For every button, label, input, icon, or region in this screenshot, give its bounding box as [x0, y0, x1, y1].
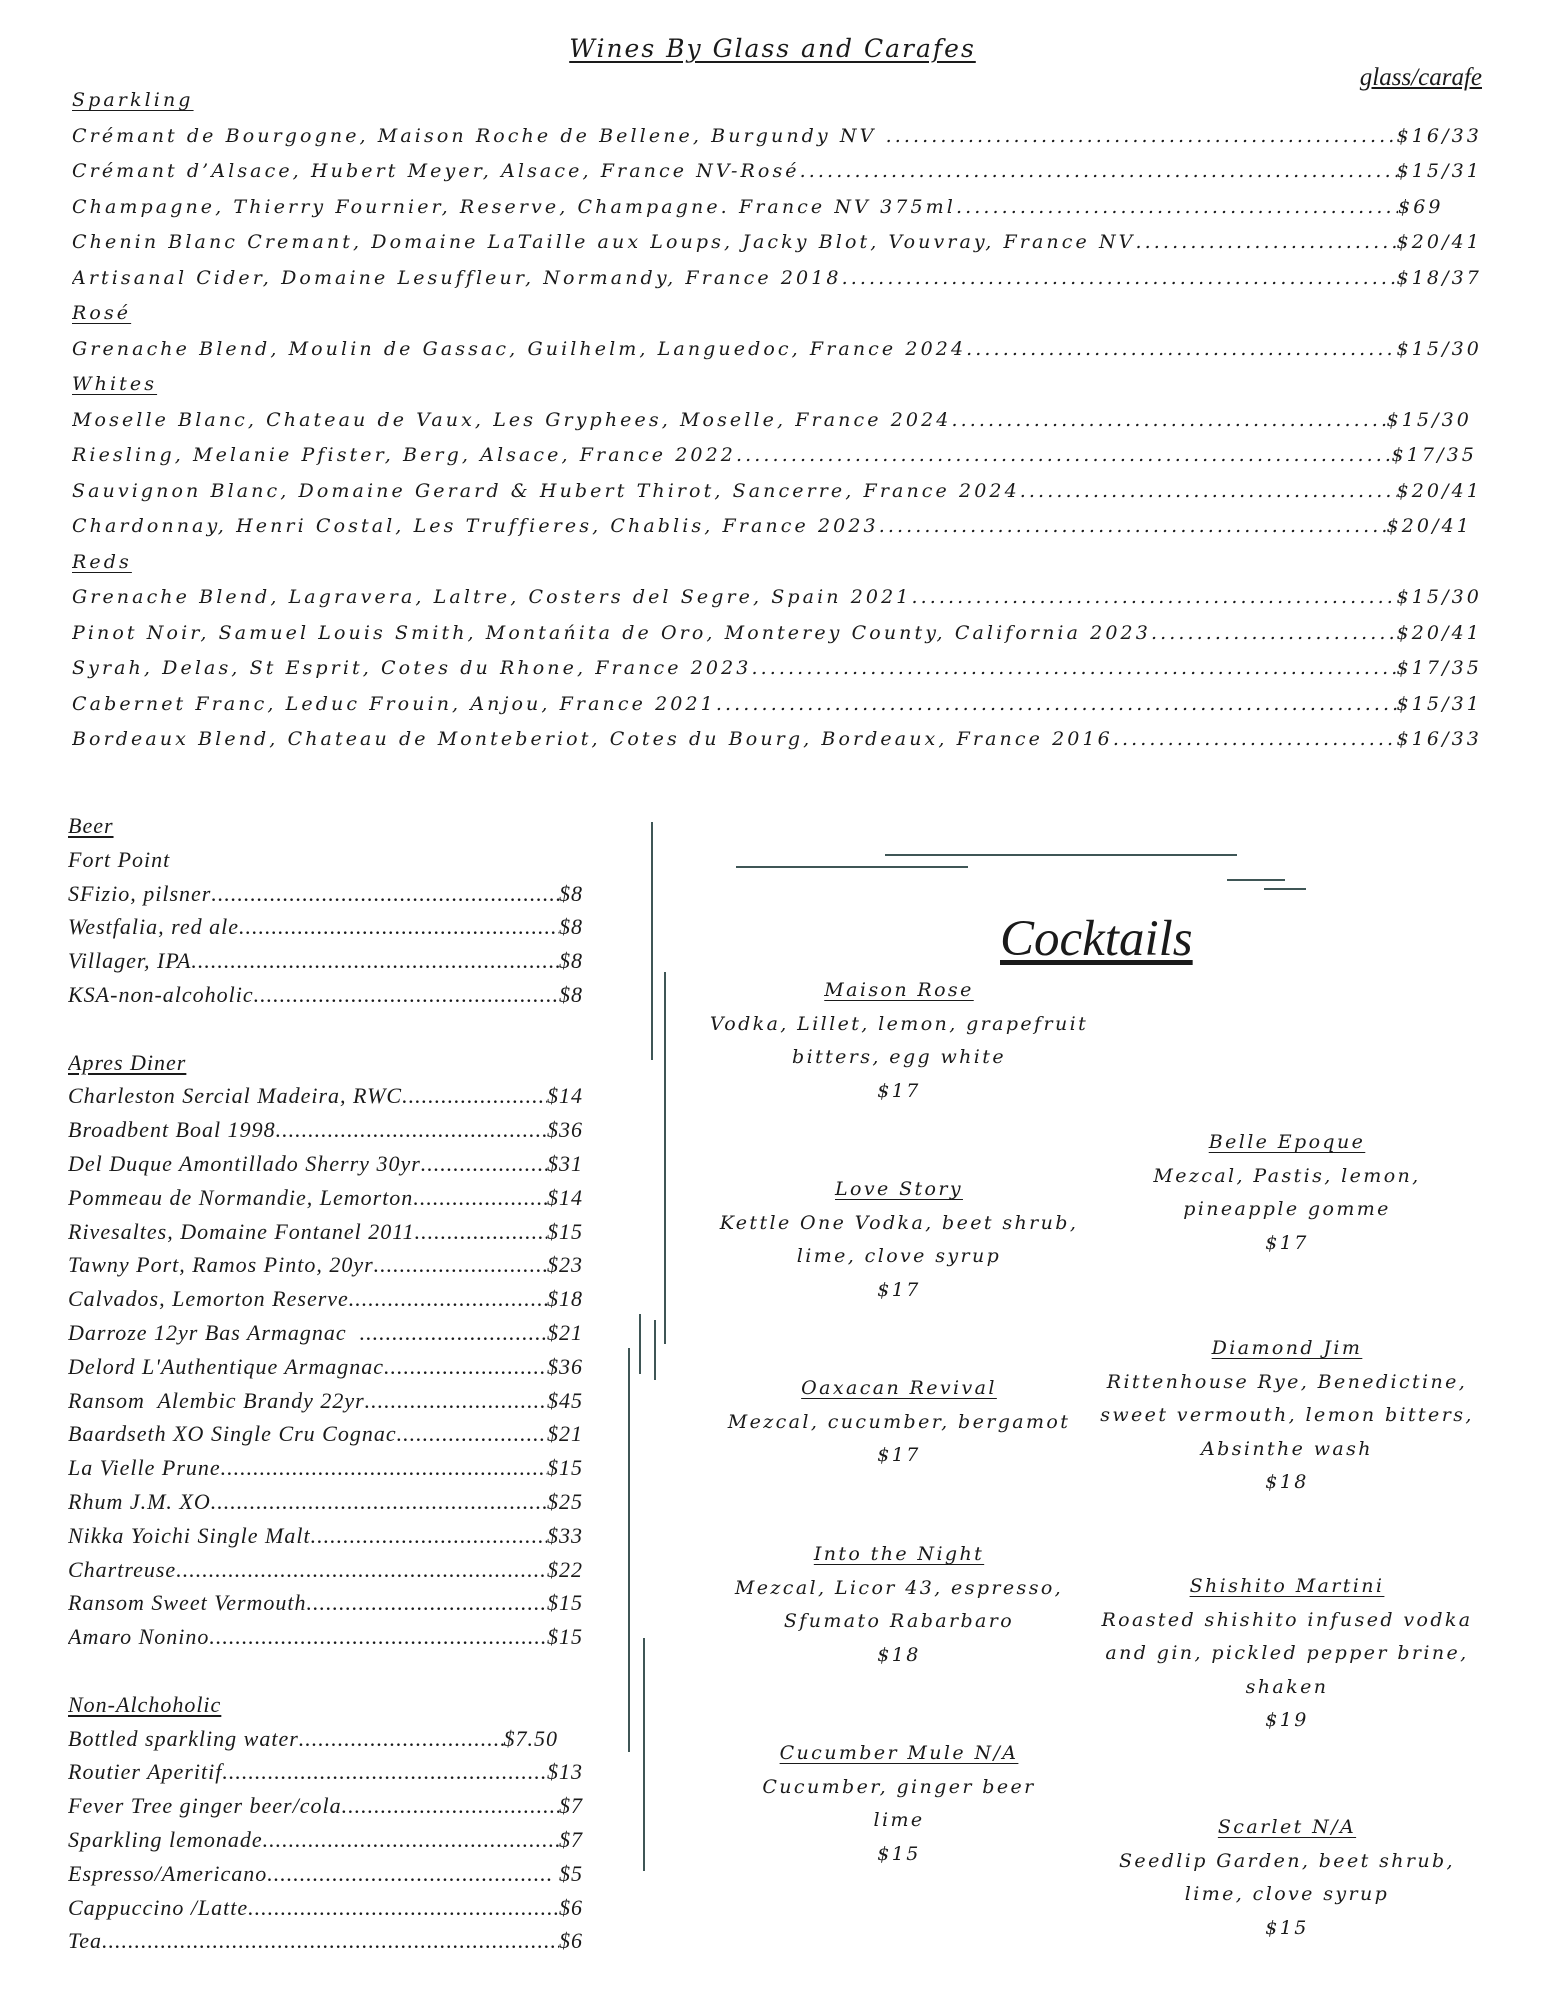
wine-name: Sauvignon Blanc, Domaine Gerard & Hubert Thirot, Sancerre, France 2024: [72, 479, 1020, 502]
section-apres-diner: Apres Diner: [68, 1049, 187, 1075]
leader-dots: [951, 403, 1386, 439]
wine-price: $69: [1398, 195, 1444, 218]
item-price: $21: [547, 1421, 583, 1447]
decorative-line: [885, 854, 1237, 856]
item-price: $31: [547, 1150, 583, 1176]
item-name: Pommeau de Normandie, Lemorton: [68, 1184, 414, 1210]
apres-item: [68, 1451, 583, 1485]
wine-name: Chardonnay, Henri Costal, Les Truffieres, Chablis, France 2023: [72, 515, 879, 537]
wine-price: $20/41: [1396, 479, 1482, 502]
section-non-alcoholic: Non-Alchoholic: [68, 1691, 222, 1717]
cocktail-price: $17: [877, 1079, 921, 1102]
item-name: Chartreuse: [68, 1556, 177, 1582]
beer-item: [68, 944, 583, 978]
wine-price: $20/41: [1396, 231, 1482, 253]
wine-name: Bordeaux Blend, Chateau de Monteberiot, Cotes du Bourg, Bordeaux, France 2016: [72, 728, 1113, 750]
cocktail-oaxacan-revival: [684, 1372, 1114, 1473]
cocktail-price: $19: [1265, 1709, 1309, 1731]
cocktail-name: Diamond Jim: [1211, 1337, 1363, 1359]
leader-dots: [263, 1823, 559, 1857]
wine-item: [72, 403, 1472, 439]
item-name: Del Duque Amontillado Sherry 30yr: [68, 1150, 421, 1176]
apres-item: [68, 1586, 583, 1620]
item-price: $36: [547, 1117, 583, 1143]
wine-item: [72, 474, 1482, 510]
wine-item: [72, 616, 1482, 652]
item-name: Fever Tree ginger beer/cola: [68, 1793, 342, 1819]
cocktail-name: Shishito Martini: [1189, 1575, 1385, 1597]
decorative-line: [1227, 879, 1285, 881]
item-name: Sparkling lemonade: [68, 1826, 263, 1852]
wine-name: Cabernet Franc, Leduc Frouin, Anjou, France 2021: [72, 692, 716, 715]
cocktail-price: $15: [1265, 1916, 1309, 1939]
apres-item: [68, 1181, 583, 1215]
leader-dots: [415, 1215, 547, 1249]
leader-dots: [311, 1519, 547, 1553]
apres-item: [68, 1417, 583, 1451]
cocktails-title: Cocktails: [1000, 911, 1193, 967]
cocktail-price: $15: [877, 1842, 921, 1865]
cocktail-love-story: [684, 1173, 1114, 1307]
section-sparkling: Sparkling: [72, 89, 194, 111]
wine-name: Syrah, Delas, St Esprit, Cotes du Rhone, France 2023: [72, 657, 752, 679]
cocktail-name: Belle Epoque: [1208, 1131, 1366, 1153]
item-price: $6: [559, 1894, 583, 1920]
apres-item: [68, 1215, 583, 1249]
cocktail-shishito-martini: [1082, 1570, 1492, 1738]
item-name: La Vielle Prune: [68, 1455, 221, 1481]
item-price: $22: [547, 1556, 583, 1582]
wine-item: [72, 225, 1482, 261]
item-name: Ransom Sweet Vermouth: [68, 1590, 307, 1616]
decorative-line: [643, 1638, 645, 1871]
leader-dots: [956, 190, 1398, 226]
leader-dots: [307, 1586, 547, 1620]
wine-price: $15/31: [1396, 160, 1482, 182]
leader-dots: [267, 1857, 552, 1891]
wine-price: $15/30: [1396, 337, 1482, 360]
cocktail-price: $17: [877, 1278, 921, 1301]
leader-dots: [222, 1755, 547, 1789]
non-alcoholic-item: [68, 1891, 583, 1925]
cocktail-ingredients: sweet vermouth, lemon bitters,: [1100, 1404, 1474, 1426]
cocktail-ingredients: Vodka, Lillet, lemon, grapefruit: [709, 1012, 1089, 1035]
decorative-line: [628, 1348, 630, 1752]
wine-name: Moselle Blanc, Chateau de Vaux, Les Gryphees, Moselle, France 2024: [72, 408, 952, 431]
apres-item: [68, 1553, 583, 1587]
cocktail-ingredients: bitters, egg white: [792, 1046, 1006, 1068]
item-price: $13: [547, 1759, 583, 1785]
item-price: $14: [547, 1184, 583, 1210]
decorative-line: [639, 1314, 641, 1374]
wine-item: [72, 154, 1482, 190]
apres-item: [68, 1113, 583, 1147]
wine-item: [72, 119, 1482, 155]
beer-item: [68, 877, 583, 911]
leader-dots: [421, 1147, 547, 1181]
cocktail-ingredients: Mezcal, cucumber, bergamot: [727, 1410, 1071, 1433]
leader-dots: [254, 978, 559, 1012]
leader-dots: [1187, 119, 1396, 155]
wine-item: [72, 651, 1482, 687]
wine-price: $17/35: [1391, 444, 1477, 466]
wine-name: Grenache Blend, Moulin de Gassac, Guilhelm, Languedoc, France 2024: [72, 337, 967, 360]
cocktail-into-the-night: [684, 1538, 1114, 1672]
cocktail-ingredients: Sfumato Rabarbaro: [783, 1610, 1015, 1632]
leader-dots: [879, 509, 1387, 545]
item-name: Tea: [68, 1928, 102, 1954]
wine-price: $18/37: [1396, 266, 1482, 289]
item-name: Broadbent Boal 1998: [68, 1117, 276, 1143]
decorative-line: [664, 972, 666, 1344]
leader-dots: [800, 154, 1397, 190]
item-name: Tawny Port, Ramos Pinto, 20yr: [68, 1252, 374, 1278]
leader-dots: [751, 651, 1396, 687]
item-price: $6: [559, 1928, 583, 1954]
leader-dots: [736, 438, 1392, 474]
cocktail-ingredients: Cucumber, ginger beer: [762, 1775, 1036, 1798]
wine-item: [72, 687, 1482, 723]
leader-dots: [1151, 616, 1397, 652]
wine-item: [72, 332, 1482, 368]
leader-dots: [384, 1350, 547, 1384]
item-name: Delord L'Authentique Armagnac: [68, 1353, 385, 1379]
section-whites: Whites: [72, 373, 158, 395]
non-alcoholic-item: [68, 1857, 583, 1891]
cocktail-ingredients: shaken: [1245, 1675, 1329, 1698]
wine-name: Crémant d’Alsace, Hubert Meyer, Alsace, France NV-Rosé: [72, 160, 800, 182]
leader-dots: [248, 1891, 559, 1925]
leader-dots: [209, 1620, 547, 1654]
cocktail-price: $17: [1265, 1231, 1309, 1254]
cocktail-ingredients: lime: [873, 1809, 925, 1831]
cocktail-name: Into the Night: [813, 1543, 985, 1565]
wine-name: Champagne, Thierry Fournier, Reserve, Champagne. France NV 375ml: [72, 195, 956, 218]
item-name: KSA-non-alcoholic: [68, 981, 254, 1007]
cocktail-ingredients: lime, clove syrup: [796, 1245, 1002, 1267]
wine-name: Crémant de Bourgogne, Maison Roche de Bellene, Burgundy NV .................................: [72, 124, 1188, 147]
wine-item: [72, 509, 1472, 545]
wine-name: Grenache Blend, Lagravera, Laltre, Costers del Segre, Spain 2021: [72, 586, 912, 608]
item-price: $36: [547, 1353, 583, 1379]
apres-item: [68, 1620, 583, 1654]
item-price: $15: [547, 1218, 583, 1244]
spacer: [68, 1012, 583, 1046]
item-name: Rivesaltes, Domaine Fontanel 2011: [68, 1218, 415, 1244]
item-price: $7: [559, 1793, 583, 1819]
item-price: $33: [547, 1522, 583, 1548]
leader-dots: [221, 1451, 547, 1485]
apres-item: [68, 1350, 583, 1384]
non-alcoholic-item: [68, 1722, 558, 1756]
non-alcoholic-item: [68, 1823, 583, 1857]
wine-price: $20/41: [1396, 621, 1482, 644]
item-name: Darroze 12yr Bas Armagnac: [68, 1319, 360, 1345]
item-price: $15: [547, 1590, 583, 1616]
wine-price: $16/33: [1396, 124, 1482, 147]
section-beer: Beer: [68, 813, 114, 838]
decorative-line: [654, 1320, 656, 1380]
section-rose: Rosé: [72, 302, 132, 324]
leader-dots: [1136, 225, 1397, 261]
leader-dots: [374, 1248, 547, 1282]
wine-item: [72, 580, 1482, 616]
cocktail-ingredients: Rittenhouse Rye, Benedictine,: [1106, 1370, 1468, 1393]
apres-item: [68, 1147, 583, 1181]
wine-name: Artisanal Cider, Domaine Lesuffleur, Normandy, France 2018: [72, 266, 842, 289]
cocktail-cucumber-mule: [684, 1737, 1114, 1871]
cocktail-ingredients: Mezcal, Pastis, lemon,: [1153, 1164, 1421, 1187]
wine-name: Chenin Blanc Cremant, Domaine LaTaille aux Loups, Jacky Blot, Vouvray, France NV: [72, 231, 1136, 253]
wine-price: $15/30: [1396, 586, 1482, 608]
section-reds: Reds: [72, 550, 132, 573]
non-alcoholic-item: [68, 1924, 583, 1958]
leader-dots: [397, 1417, 547, 1451]
decorative-line: [736, 866, 968, 868]
cocktail-ingredients: and gin, pickled pepper brine,: [1105, 1642, 1469, 1664]
cocktail-name: Oaxacan Revival: [801, 1377, 997, 1399]
leader-dots: [276, 1113, 547, 1147]
leader-dots: [966, 332, 1396, 368]
item-price: $15: [547, 1455, 583, 1481]
left-column: [68, 809, 583, 1958]
item-price: $7: [559, 1826, 583, 1852]
apres-item: [68, 1248, 583, 1282]
item-name: Westfalia, red ale: [68, 914, 239, 940]
leader-dots: [842, 261, 1397, 297]
leader-dots: [716, 687, 1397, 723]
cocktail-diamond-jim: [1082, 1332, 1492, 1500]
leader-dots: [191, 944, 559, 978]
cocktail-ingredients: Roasted shishito infused vodka: [1101, 1608, 1473, 1631]
item-price: $8: [559, 880, 583, 906]
leader-dots: [402, 1079, 547, 1113]
item-price: $8: [559, 914, 583, 940]
item-price: $23: [547, 1252, 583, 1278]
wine-name: Riesling, Melanie Pfister, Berg, Alsace, France 2022: [72, 444, 736, 466]
cocktail-ingredients: pineapple gomme: [1183, 1198, 1391, 1220]
cocktail-ingredients: Absinthe wash: [1201, 1437, 1373, 1460]
beer-item: [68, 910, 583, 944]
wine-item: [72, 190, 1482, 226]
leader-dots: [349, 1282, 547, 1316]
leader-dots: [342, 1789, 559, 1823]
leader-dots: [1113, 722, 1397, 758]
beer-item: [68, 978, 583, 1012]
leader-dots: [911, 580, 1396, 616]
item-price: $14: [547, 1083, 583, 1109]
item-name: Charleston Sercial Madeira, RWC: [68, 1083, 403, 1109]
cocktail-price: $18: [877, 1643, 921, 1666]
item-name: Bottled sparkling water: [68, 1725, 299, 1751]
apres-item: [68, 1485, 583, 1519]
cocktail-ingredients: Kettle One Vodka, beet shrub,: [719, 1211, 1079, 1234]
brewery-name: Fort Point: [68, 846, 171, 872]
cocktail-ingredients: Seedlip Garden, beet shrub,: [1119, 1849, 1455, 1872]
leader-dots: [360, 1316, 547, 1350]
item-name: Baardseth XO Single Cru Cognac: [68, 1421, 397, 1447]
cocktail-ingredients: Mezcal, Licor 43, espresso,: [734, 1576, 1064, 1599]
wine-item: [72, 722, 1482, 758]
item-name: Villager, IPA: [68, 948, 192, 974]
cocktail-scarlet: [1082, 1811, 1492, 1945]
cocktail-name: Maison Rose: [824, 979, 974, 1001]
wine-name: Pinot Noir, Samuel Louis Smith, Montańita de Oro, Monterey County, California 2023: [72, 621, 1151, 644]
cocktail-name: Scarlet N/A: [1217, 1816, 1357, 1838]
wine-price: $16/33: [1396, 728, 1482, 750]
leader-dots: [365, 1384, 547, 1418]
wine-item: [72, 261, 1482, 297]
page-title: Wines By Glass and Carafes: [569, 34, 976, 63]
spacer: [68, 1654, 583, 1688]
wine-price: $17/35: [1396, 657, 1482, 679]
apres-item: [68, 1519, 583, 1553]
cocktail-price: $17: [877, 1444, 921, 1466]
item-name: Routier Aperitif: [68, 1759, 223, 1785]
decorative-line: [651, 822, 653, 1060]
leader-dots: [211, 1485, 547, 1519]
apres-item: [68, 1282, 583, 1316]
item-name: SFizio, pilsner: [68, 880, 212, 906]
wine-item: [72, 438, 1477, 474]
leader-dots: [299, 1722, 504, 1756]
non-alcoholic-item: [68, 1755, 583, 1789]
apres-item: [68, 1384, 583, 1418]
cocktail-ingredients: lime, clove syrup: [1184, 1883, 1390, 1905]
cocktail-price: $18: [1265, 1471, 1309, 1493]
item-name: Cappuccino /Latte: [68, 1894, 249, 1920]
item-price: $5: [552, 1860, 583, 1886]
item-price: $15: [547, 1624, 583, 1650]
leader-dots: [1020, 474, 1397, 510]
item-price: $8: [559, 948, 583, 974]
item-name: Espresso/Americano: [68, 1860, 268, 1886]
decorative-line: [1264, 888, 1306, 890]
wine-price: $15/31: [1396, 692, 1482, 715]
apres-item: [68, 1079, 583, 1113]
item-price: $18: [547, 1286, 583, 1312]
item-price: $21: [547, 1319, 583, 1345]
leader-dots: [102, 1924, 559, 1958]
leader-dots: [211, 877, 559, 911]
cocktail-name: Love Story: [835, 1178, 963, 1200]
item-price: $25: [547, 1488, 583, 1514]
cocktail-belle-epoque: [1082, 1126, 1492, 1260]
item-price: $45: [547, 1387, 583, 1413]
cocktail-maison-rose: [684, 974, 1114, 1108]
leader-dots: [176, 1553, 547, 1587]
cocktail-name: Cucumber Mule N/A: [779, 1742, 1019, 1764]
leader-dots: [239, 910, 559, 944]
wine-list: [72, 83, 1482, 758]
item-name: Calvados, Lemorton Reserve: [68, 1286, 349, 1312]
apres-item: [68, 1316, 583, 1350]
wine-price: $20/41: [1386, 515, 1472, 537]
item-name: Rhum J.M. XO: [68, 1488, 211, 1514]
item-name: Amaro Nonino: [68, 1624, 210, 1650]
item-price: $8: [559, 981, 583, 1007]
item-name: Nikka Yoichi Single Malt: [68, 1522, 311, 1548]
wine-price: $15/30: [1386, 408, 1472, 431]
item-name: Ransom Alembic Brandy 22yr: [68, 1387, 365, 1413]
non-alcoholic-item: [68, 1789, 583, 1823]
item-price: $7.50: [503, 1725, 558, 1751]
price-format-note: glass/carafe: [1359, 64, 1482, 91]
leader-dots: [413, 1181, 547, 1215]
